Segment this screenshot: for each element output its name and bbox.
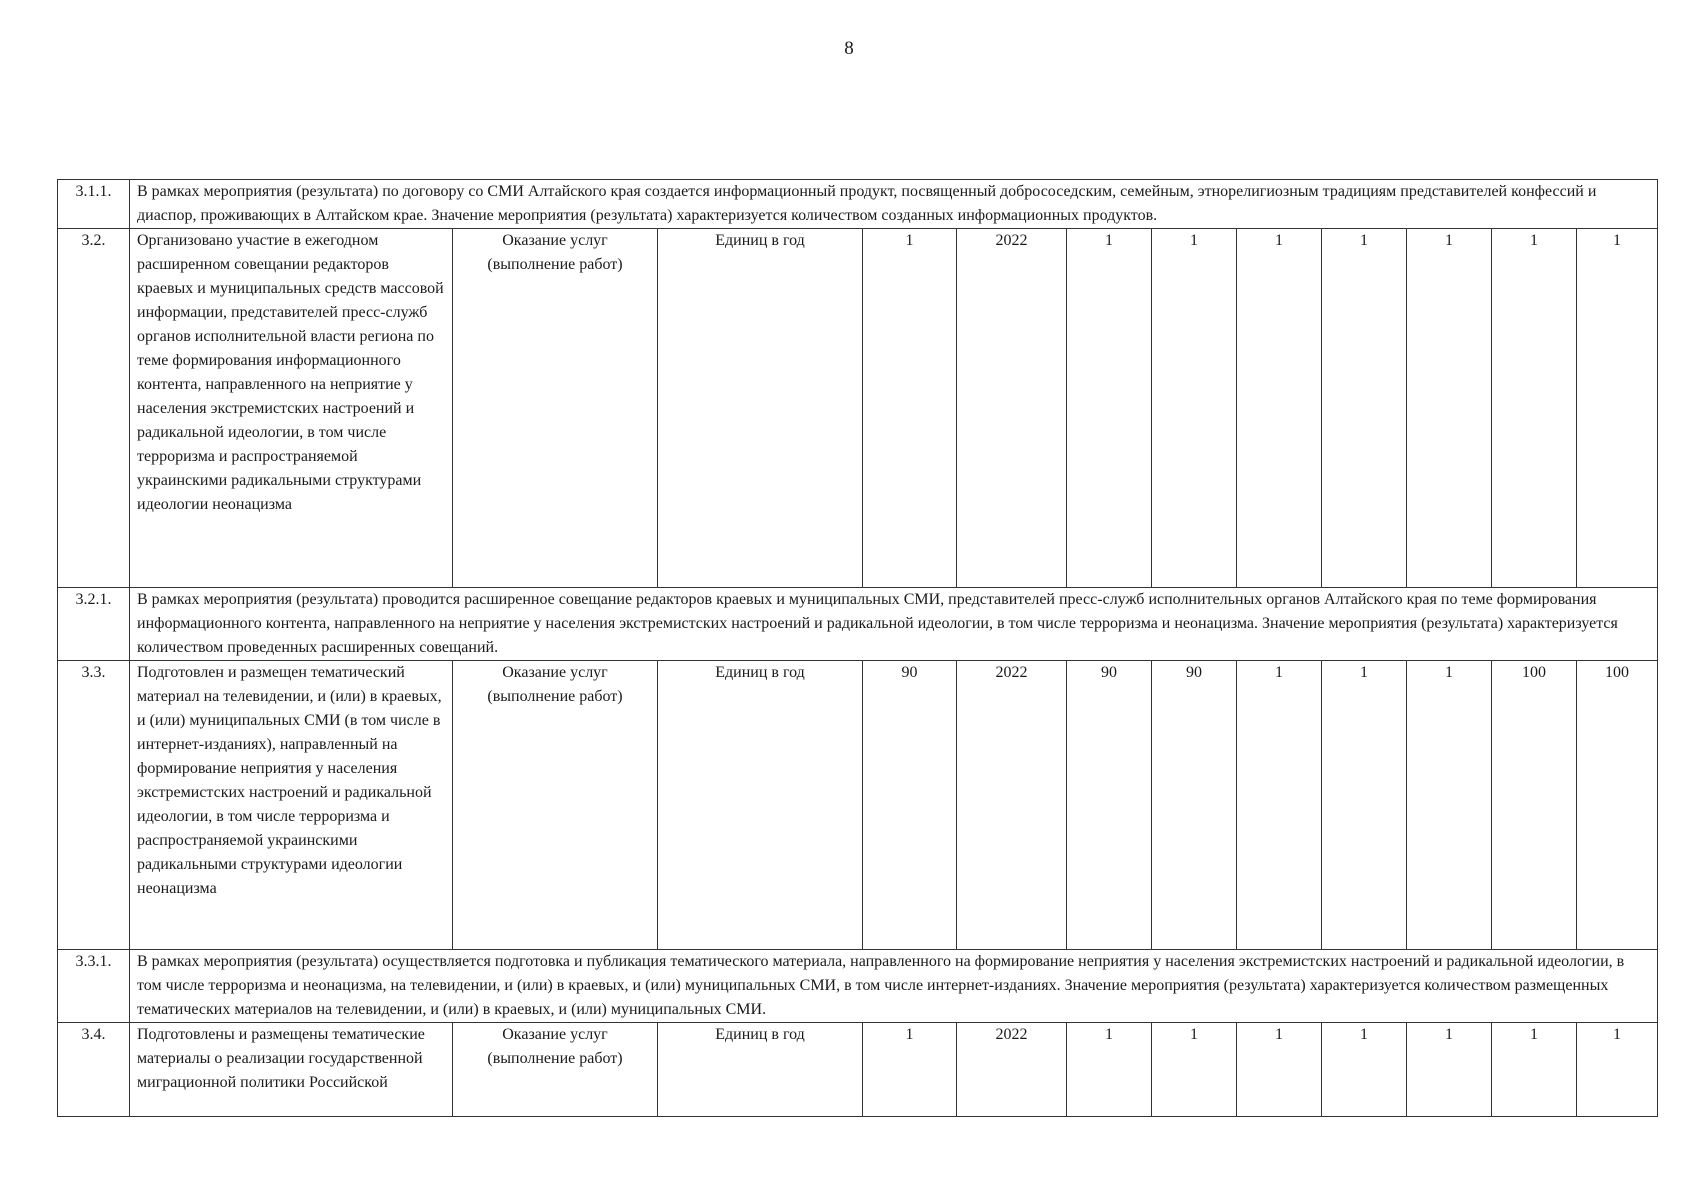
year-value: 1 (1067, 229, 1152, 588)
measure-type: Оказание услуг (выполнение работ) (453, 1023, 658, 1117)
measure-unit: Единиц в год (658, 1023, 863, 1117)
base-value: 90 (863, 661, 957, 950)
year-value: 1 (1067, 1023, 1152, 1117)
table-row (58, 950, 1658, 1023)
table-row (58, 229, 1658, 588)
row-description: В рамках мероприятия (результата) осуществляется подготовка и публикация тематического материала, направленного на формирование неприятия у населения экстремистских настроений и радикальной идеологии, в том числе терроризма и неонацизма, на телевидении, и (или) в краевых, и (или) муниципальных СМИ, в том числе интернет-изданиях. Значение мероприятия (результата) характеризуется количеством размещенных тематических материалов на телевидении, и (или) в краевых, и (или) муниципальных СМИ. (130, 950, 1658, 1023)
row-number: 3.3. (58, 661, 130, 950)
year-value: 1 (1237, 229, 1322, 588)
row-number: 3.2.1. (58, 588, 130, 661)
base-year: 2022 (957, 1023, 1067, 1117)
measure-type: Оказание услуг (выполнение работ) (453, 661, 658, 950)
measure-unit: Единиц в год (658, 661, 863, 950)
base-year: 2022 (957, 229, 1067, 588)
year-value: 1 (1322, 229, 1407, 588)
measure-name: Подготовлен и размещен тематический материал на телевидении, и (или) в краевых, и (или) муниципальных СМИ (в том числе в интернет-изданиях), направленный на формирование неприятия у населения экстремистских настроений и радикальной идеологии, в том числе терроризма и распространяемой украинскими радикальными структурами идеологии неонацизма (130, 661, 453, 950)
base-year: 2022 (957, 661, 1067, 950)
page-number: 8 (844, 38, 854, 59)
year-value: 1 (1152, 229, 1237, 588)
measure-name: Организовано участие в ежегодном расширенном совещании редакторов краевых и муниципальных средств массовой информации, представителей пресс-служб органов исполнительной власти региона по теме формирования информационного контента, направленного на неприятие у населения экстремистских настроений и радикальной идеологии, в том числе терроризма и распространяемой украинскими радикальными структурами идеологии неонацизма (130, 229, 453, 588)
year-value: 1 (1322, 661, 1407, 950)
year-value: 1 (1322, 1023, 1407, 1117)
base-value: 1 (863, 229, 957, 588)
row-description: В рамках мероприятия (результата) проводится расширенное совещание редакторов краевых и муниципальных СМИ, представителей пресс-служб исполнительных органов Алтайского края по теме формирования информационного контента, направленного на неприятие у населения экстремистских настроений и радикальной идеологии, в том числе терроризма и неонацизма. Значение мероприятия (результата) характеризуется количеством проведенных расширенных совещаний. (130, 588, 1658, 661)
base-value: 1 (863, 1023, 957, 1117)
year-value: 1 (1407, 1023, 1492, 1117)
year-value: 1 (1492, 229, 1577, 588)
row-number: 3.2. (58, 229, 130, 588)
year-value: 1 (1407, 229, 1492, 588)
year-value: 1 (1492, 1023, 1577, 1117)
year-value: 90 (1067, 661, 1152, 950)
row-description: В рамках мероприятия (результата) по договору со СМИ Алтайского края создается информационный продукт, посвященный добрососедским, семейным, этнорелигиозным традициям представителей конфессий и диаспор, проживающих в Алтайском крае. Значение мероприятия (результата) характеризуется количеством созданных информационных продуктов. (130, 180, 1658, 229)
table-row (58, 661, 1658, 950)
table-row (58, 180, 1658, 229)
year-value: 1 (1577, 1023, 1658, 1117)
year-value: 1 (1577, 229, 1658, 588)
row-number: 3.3.1. (58, 950, 130, 1023)
year-value: 1 (1407, 661, 1492, 950)
row-number: 3.4. (58, 1023, 130, 1117)
table-row (58, 588, 1658, 661)
table-row (58, 1023, 1658, 1117)
row-number: 3.1.1. (58, 180, 130, 229)
measure-name: Подготовлены и размещены тематические материалы о реализации государственной миграционной политики Российской (130, 1023, 453, 1117)
year-value: 1 (1237, 661, 1322, 950)
year-value: 100 (1577, 661, 1658, 950)
year-value: 90 (1152, 661, 1237, 950)
year-value: 100 (1492, 661, 1577, 950)
year-value: 1 (1237, 1023, 1322, 1117)
year-value: 1 (1152, 1023, 1237, 1117)
measure-type: Оказание услуг (выполнение работ) (453, 229, 658, 588)
measure-unit: Единиц в год (658, 229, 863, 588)
measures-table (57, 179, 1658, 1117)
